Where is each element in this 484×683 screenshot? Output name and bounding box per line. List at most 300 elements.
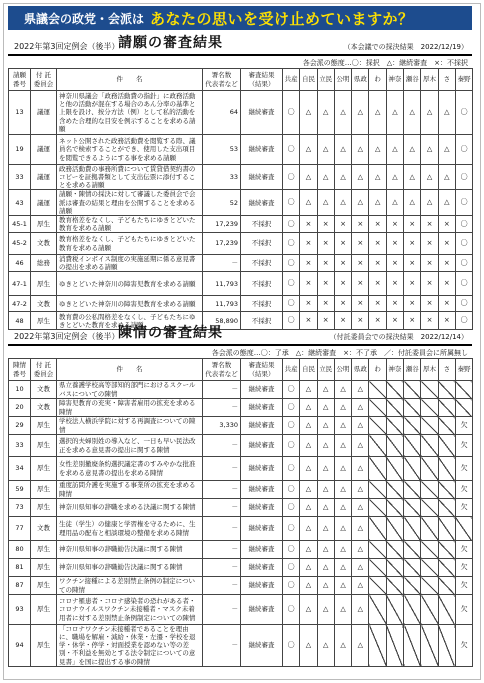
petitions-vote-cell: × <box>438 255 455 272</box>
statements-row-subject: 重度訪問介護を実施する事業所の拡充を求める陳情 <box>57 481 203 499</box>
statements-row-committee: 厚生 <box>31 577 57 595</box>
statements-vote-cell: △ <box>334 499 351 517</box>
statements-row <box>9 381 473 399</box>
statements-row-subject: 生徒（学生）の健康と学習権を守るために、生理用品の配布と相談環境の整備を求める陳情 <box>57 517 203 541</box>
petitions-vote-cell: × <box>352 215 369 232</box>
petitions-row-number: 48 <box>9 312 31 330</box>
statements-title: 陳情の審査結果 <box>118 325 223 341</box>
statements-vote-cell: △ <box>317 625 334 667</box>
statements-row <box>9 541 473 559</box>
statements-row-signatures: － <box>203 595 241 625</box>
petitions-row-subject: ネット公開された政務活動費を閲覧する際、議員名で検索することができ、使用した支出項目を閲覧できるようにする事を求める請願 <box>57 135 203 165</box>
statements-row-result: 継続審査 <box>241 577 283 595</box>
petitions-header-subject: 件 名 <box>57 69 203 91</box>
statements-vote-cell <box>369 481 386 499</box>
statements-row <box>9 481 473 499</box>
statements-vote-cell: △ <box>334 541 351 559</box>
statements-vote-cell <box>438 625 455 667</box>
petitions-party-header: 秦野 <box>455 69 472 91</box>
petitions-row-result: 継続審査 <box>241 91 283 135</box>
statements-vote-cell: △ <box>334 399 351 417</box>
statements-party-header: 自民 <box>300 359 317 381</box>
petitions-vote-cell: 〇 <box>455 165 472 190</box>
petitions-vote-cell: × <box>334 255 351 272</box>
petitions-vote-cell: △ <box>317 135 334 165</box>
petitions-party-header: 自民 <box>300 69 317 91</box>
statements-vote-cell <box>386 517 403 541</box>
statements-vote-cell: 欠 <box>455 457 472 481</box>
statements-vote-cell <box>369 595 386 625</box>
statements-row-signatures: － <box>203 559 241 577</box>
statements-row-committee: 厚生 <box>31 559 57 577</box>
petitions-row-committee: 議運 <box>31 135 57 165</box>
petitions-vote-cell: × <box>317 233 334 255</box>
statements-row-subject: 学校法人横浜学院に対する再調査についての陳情 <box>57 417 203 435</box>
statements-row <box>9 399 473 417</box>
petitions-row-result: 不採択 <box>241 255 283 272</box>
petitions-row-committee: 議運 <box>31 190 57 215</box>
statements-vote-cell <box>404 481 421 499</box>
statements-vote-cell <box>369 517 386 541</box>
petitions-row-result: 不採択 <box>241 296 283 312</box>
statements-vote-cell <box>421 457 438 481</box>
statements-vote-cell <box>438 541 455 559</box>
statements-vote-cell: △ <box>300 577 317 595</box>
statements-row-result: 継続審査 <box>241 417 283 435</box>
statements-vote-cell: △ <box>317 417 334 435</box>
petitions-row-signatures: 64 <box>203 91 241 135</box>
statements-vote-cell: △ <box>352 499 369 517</box>
statements-vote-cell <box>421 577 438 595</box>
statements-row-signatures: － <box>203 457 241 481</box>
statements-vote-cell <box>386 417 403 435</box>
statements-vote-cell: △ <box>334 595 351 625</box>
statements-row-signatures: 3,330 <box>203 417 241 435</box>
statements-vote-cell: 欠 <box>455 499 472 517</box>
petitions-row-result: 不採択 <box>241 312 283 330</box>
statements-vote-cell <box>438 481 455 499</box>
statements-row-signatures: － <box>203 577 241 595</box>
petitions-row-signatures: － <box>203 255 241 272</box>
statements-vote-cell: △ <box>300 499 317 517</box>
statements-vote-cell <box>455 399 472 417</box>
petitions-row-result: 不採択 <box>241 233 283 255</box>
statements-row-number: 73 <box>9 499 31 517</box>
petitions-vote-cell: △ <box>317 91 334 135</box>
petitions-row-subject: 請願・陳情の採決に対して審議した委員会で会派は審査の結果と理由を公開することを求める請願 <box>57 190 203 215</box>
petitions-vote-cell: × <box>300 272 317 296</box>
statements-header-subject: 件 名 <box>57 359 203 381</box>
statements-row-committee: 厚生 <box>31 481 57 499</box>
statements-vote-cell: △ <box>352 559 369 577</box>
petitions-row-committee: 議運 <box>31 91 57 135</box>
statements-party-header: 共産 <box>283 359 300 381</box>
petitions-vote-cell: × <box>334 272 351 296</box>
statements-row-number: 94 <box>9 625 31 667</box>
statements-party-header: 神奈 <box>386 359 403 381</box>
statements-vote-cell: 〇 <box>283 481 300 499</box>
petitions-vote-cell: △ <box>352 91 369 135</box>
statements-row-subject: 県立養護学校高等部知的部門におけるスクールバスについての陳情 <box>57 381 203 399</box>
petitions-vote-cell: × <box>334 233 351 255</box>
banner-headline: あなたの思いを受け止めていますか？ <box>150 9 414 28</box>
statements-row-result: 継続審査 <box>241 457 283 481</box>
statements-vote-cell: 欠 <box>455 435 472 457</box>
statements-basis: （付託委員会での採決結果 2022/12/14） <box>329 333 468 341</box>
petitions-header-no: 請願 番号 <box>9 69 31 91</box>
petitions-row-number: 43 <box>9 190 31 215</box>
statements-row-subject: 神奈川県知事の辞職を求める決議に関する陳情 <box>57 499 203 517</box>
statements-vote-cell <box>438 399 455 417</box>
statements-vote-cell: △ <box>300 417 317 435</box>
statements-vote-cell <box>404 417 421 435</box>
petitions-header-committee: 付 託 委員会 <box>31 69 57 91</box>
statements-vote-cell: △ <box>352 417 369 435</box>
statements-vote-cell: △ <box>300 595 317 625</box>
statements-row-signatures: － <box>203 381 241 399</box>
statements-row-result: 継続審査 <box>241 517 283 541</box>
petitions-vote-cell: 〇 <box>283 215 300 232</box>
petitions-vote-cell: × <box>317 255 334 272</box>
statements-row-committee: 文教 <box>31 517 57 541</box>
statements-vote-cell: △ <box>352 625 369 667</box>
petitions-row-committee: 文教 <box>31 233 57 255</box>
petitions-row-signatures: 11,793 <box>203 272 241 296</box>
petitions-vote-cell: △ <box>386 135 403 165</box>
statements-vote-cell <box>438 499 455 517</box>
petitions-vote-cell: × <box>386 233 403 255</box>
petitions-vote-cell: × <box>300 215 317 232</box>
statements-vote-cell <box>438 595 455 625</box>
statements-vote-cell: △ <box>317 595 334 625</box>
statements-vote-cell <box>369 457 386 481</box>
petitions-vote-cell: 〇 <box>455 135 472 165</box>
petitions-row-signatures: 17,239 <box>203 233 241 255</box>
petitions-vote-cell: △ <box>334 91 351 135</box>
statements-vote-cell: 〇 <box>283 577 300 595</box>
statements-vote-cell <box>438 457 455 481</box>
statements-row-number: 29 <box>9 417 31 435</box>
statements-vote-cell: 〇 <box>283 499 300 517</box>
statements-vote-cell: 欠 <box>455 417 472 435</box>
statements-vote-cell: △ <box>317 381 334 399</box>
petitions-row <box>9 190 473 215</box>
statements-vote-cell: △ <box>334 517 351 541</box>
statements-vote-cell: △ <box>300 625 317 667</box>
petitions-row-subject: 教育格差をなくし、子どもたちにゆきとどいた教育を求める請願 <box>57 215 203 232</box>
petitions-vote-cell: × <box>369 312 386 330</box>
petitions-vote-cell: × <box>421 255 438 272</box>
statements-row-result: 継続審査 <box>241 625 283 667</box>
statements-row-number: 80 <box>9 541 31 559</box>
statements-vote-cell: △ <box>300 399 317 417</box>
header-banner <box>8 6 472 30</box>
statements-vote-cell <box>438 381 455 399</box>
petitions-party-header: 県政 <box>352 69 369 91</box>
petitions-vote-cell: △ <box>421 190 438 215</box>
statements-vote-cell <box>404 595 421 625</box>
statements-vote-cell: 〇 <box>283 541 300 559</box>
statements-row-committee: 厚生 <box>31 435 57 457</box>
statements-row-subject: コロナ罹患者・コロナ感染者の恐れがある者・コロナウイルスワクチン未接種者・マスク未着用者に対する差別禁止条例制定についての陳情 <box>57 595 203 625</box>
statements-row-number: 33 <box>9 435 31 457</box>
statements-row-committee: 厚生 <box>31 595 57 625</box>
statements-vote-cell: △ <box>300 481 317 499</box>
statements-row-signatures: － <box>203 541 241 559</box>
petitions-vote-cell: × <box>421 215 438 232</box>
statements-vote-cell: △ <box>334 559 351 577</box>
petitions-vote-cell: × <box>404 312 421 330</box>
statements-party-header: 瀬谷 <box>404 359 421 381</box>
statements-vote-cell: 欠 <box>455 541 472 559</box>
petitions-vote-cell: △ <box>369 135 386 165</box>
petitions-vote-cell: △ <box>369 165 386 190</box>
statements-vote-cell <box>404 577 421 595</box>
petitions-vote-cell: △ <box>404 91 421 135</box>
statements-vote-cell: △ <box>352 517 369 541</box>
statements-vote-cell: △ <box>352 435 369 457</box>
petitions-vote-cell: 〇 <box>455 233 472 255</box>
statements-vote-cell <box>404 399 421 417</box>
statements-vote-cell <box>438 435 455 457</box>
petitions-vote-cell: △ <box>352 165 369 190</box>
petitions-row-signatures: 58,890 <box>203 312 241 330</box>
statements-party-header: 公明 <box>334 359 351 381</box>
petitions-row-number: 47-1 <box>9 272 31 296</box>
petitions-vote-cell: △ <box>438 91 455 135</box>
petitions-row-subject: ゆきとどいた神奈川の障害児教育を求める請願 <box>57 272 203 296</box>
petitions-vote-cell: △ <box>352 190 369 215</box>
statements-vote-cell: 欠 <box>455 595 472 625</box>
petitions-row-signatures: 53 <box>203 135 241 165</box>
statements-vote-cell <box>369 417 386 435</box>
petitions-row-signatures: 11,793 <box>203 296 241 312</box>
statements-row-number: 10 <box>9 381 31 399</box>
statements-vote-cell: △ <box>334 577 351 595</box>
statements-vote-cell: 欠 <box>455 577 472 595</box>
petitions-row-committee: 文教 <box>31 296 57 312</box>
statements-vote-cell: △ <box>317 517 334 541</box>
statements-vote-cell <box>386 595 403 625</box>
petitions-vote-cell: × <box>334 296 351 312</box>
petitions-party-header: 厚木 <box>421 69 438 91</box>
statements-row-result: 継続審査 <box>241 381 283 399</box>
petitions-vote-cell: △ <box>352 135 369 165</box>
statements-vote-cell <box>421 381 438 399</box>
petitions-vote-cell: △ <box>300 165 317 190</box>
petitions-vote-cell: × <box>438 233 455 255</box>
statements-vote-cell: 〇 <box>283 435 300 457</box>
statements-vote-cell: △ <box>352 381 369 399</box>
statements-vote-cell: △ <box>317 499 334 517</box>
petitions-row-number: 47-2 <box>9 296 31 312</box>
statements-row-result: 継続審査 <box>241 499 283 517</box>
petitions-vote-cell: △ <box>438 190 455 215</box>
petitions-vote-cell: 〇 <box>455 215 472 232</box>
statements-vote-cell: 欠 <box>455 625 472 667</box>
petitions-vote-cell: △ <box>369 91 386 135</box>
petitions-vote-cell: 〇 <box>455 272 472 296</box>
petitions-vote-cell: 〇 <box>455 255 472 272</box>
statements-row-committee: 厚生 <box>31 499 57 517</box>
statements-vote-cell: △ <box>300 435 317 457</box>
statements-vote-cell <box>369 559 386 577</box>
statements-vote-cell <box>404 435 421 457</box>
statements-vote-cell: △ <box>300 559 317 577</box>
statements-vote-cell: △ <box>334 435 351 457</box>
statements-row-subject: 女性差別撤廃条約選択議定書のすみやかな批准を求める意見書の提出を求める陳情 <box>57 457 203 481</box>
statements-vote-cell <box>421 435 438 457</box>
statements-vote-cell: △ <box>317 399 334 417</box>
statements-vote-cell <box>421 481 438 499</box>
petitions-vote-cell: △ <box>386 190 403 215</box>
statements-section-header <box>8 326 472 346</box>
statements-vote-cell <box>386 625 403 667</box>
statements-vote-cell <box>421 625 438 667</box>
statements-vote-cell: △ <box>352 481 369 499</box>
petitions-row <box>9 296 473 312</box>
statements-vote-cell <box>386 435 403 457</box>
petitions-vote-cell: 〇 <box>283 91 300 135</box>
petitions-vote-cell: 〇 <box>283 165 300 190</box>
petitions-header-result: 審査結果 （結果） <box>241 69 283 91</box>
statements-row <box>9 577 473 595</box>
petitions-row-result: 不採択 <box>241 215 283 232</box>
statements-vote-cell <box>386 381 403 399</box>
statements-header-committee: 付 託 委員会 <box>31 359 57 381</box>
petitions-vote-cell: × <box>438 296 455 312</box>
statements-vote-cell: △ <box>334 381 351 399</box>
statements-row-number: 93 <box>9 595 31 625</box>
petitions-vote-cell: △ <box>334 165 351 190</box>
statements-row-committee: 文教 <box>31 399 57 417</box>
statements-vote-cell: 〇 <box>283 381 300 399</box>
statements-party-header: 県政 <box>352 359 369 381</box>
petitions-vote-cell: × <box>317 272 334 296</box>
petitions-row-subject: 神奈川県議会「政務活動費の指針」に政務活動と他の活動が混在する場合のあん分率の基準と上限を設け、按分方法（例）として私的活動を含めた合理的な目安を例示することを求める請願 <box>57 91 203 135</box>
statements-row <box>9 517 473 541</box>
statements-vote-cell: 欠 <box>455 559 472 577</box>
petitions-row <box>9 165 473 190</box>
petitions-party-header: 瀬谷 <box>404 69 421 91</box>
petitions-vote-cell: △ <box>317 165 334 190</box>
petitions-row-number: 13 <box>9 91 31 135</box>
petitions-vote-cell: × <box>334 215 351 232</box>
statements-vote-cell <box>438 577 455 595</box>
statements-row-result: 継続審査 <box>241 541 283 559</box>
petitions-party-header: 立民 <box>317 69 334 91</box>
statements-vote-cell <box>421 417 438 435</box>
statements-party-header: 厚木 <box>421 359 438 381</box>
statements-vote-cell <box>386 399 403 417</box>
petitions-vote-cell: △ <box>334 190 351 215</box>
petitions-vote-cell: × <box>300 233 317 255</box>
statements-row-subject: ワクチン接種による差別禁止条例の制定についての陳情 <box>57 577 203 595</box>
petitions-row <box>9 215 473 232</box>
petitions-vote-cell: △ <box>421 165 438 190</box>
petitions-vote-cell: × <box>317 296 334 312</box>
petitions-vote-cell: △ <box>404 165 421 190</box>
statements-row-result: 継続審査 <box>241 481 283 499</box>
petitions-table <box>8 68 473 330</box>
statements-row-result: 継続審査 <box>241 595 283 625</box>
statements-vote-cell: △ <box>352 541 369 559</box>
statements-row-result: 継続審査 <box>241 435 283 457</box>
petitions-vote-cell: △ <box>438 165 455 190</box>
petitions-basis: （本会議での採決結果 2022/12/19） <box>343 43 468 51</box>
petitions-vote-cell: 〇 <box>283 312 300 330</box>
statements-row <box>9 625 473 667</box>
petitions-row-number: 33 <box>9 165 31 190</box>
petitions-vote-cell: × <box>352 255 369 272</box>
petitions-vote-cell: 〇 <box>455 296 472 312</box>
petitions-vote-cell: × <box>300 312 317 330</box>
statements-row-signatures: － <box>203 625 241 667</box>
petitions-vote-cell: 〇 <box>283 190 300 215</box>
statements-row-signatures: － <box>203 499 241 517</box>
statements-row <box>9 435 473 457</box>
statements-vote-cell: △ <box>352 399 369 417</box>
petitions-row-subject: ゆきとどいた神奈川の障害児教育を求める請願 <box>57 296 203 312</box>
statements-vote-cell: △ <box>334 457 351 481</box>
statements-vote-cell <box>369 541 386 559</box>
statements-vote-cell: △ <box>300 457 317 481</box>
statements-vote-cell <box>404 517 421 541</box>
petitions-row-number: 46 <box>9 255 31 272</box>
statements-row <box>9 559 473 577</box>
petitions-row <box>9 233 473 255</box>
petitions-row-result: 継続審査 <box>241 190 283 215</box>
statements-vote-cell: 〇 <box>283 399 300 417</box>
statements-vote-cell: △ <box>300 517 317 541</box>
statements-vote-cell: △ <box>317 457 334 481</box>
statements-vote-cell: △ <box>352 577 369 595</box>
statements-vote-cell <box>438 559 455 577</box>
statements-vote-cell <box>369 399 386 417</box>
banner-lead-text: 県議会の政党・会派は <box>24 11 145 26</box>
petitions-vote-cell: × <box>404 255 421 272</box>
statements-vote-cell: △ <box>334 417 351 435</box>
petitions-vote-cell: 〇 <box>283 255 300 272</box>
statements-vote-cell: 〇 <box>283 625 300 667</box>
statements-row-number: 20 <box>9 399 31 417</box>
petitions-vote-cell: △ <box>386 91 403 135</box>
petitions-header-signatures: 署名数 代表者など <box>203 69 241 91</box>
petitions-vote-cell: △ <box>300 91 317 135</box>
petitions-vote-cell: 〇 <box>455 312 472 330</box>
petitions-vote-cell: 〇 <box>283 272 300 296</box>
petitions-vote-cell: × <box>300 255 317 272</box>
petitions-vote-cell: × <box>386 255 403 272</box>
petitions-vote-cell: × <box>369 272 386 296</box>
statements-party-header: 立民 <box>317 359 334 381</box>
statements-vote-cell <box>386 481 403 499</box>
petitions-vote-cell: × <box>352 272 369 296</box>
statements-header-signatures: 署名数 代表者など <box>203 359 241 381</box>
petitions-party-header: 神奈 <box>386 69 403 91</box>
statements-vote-cell: △ <box>317 435 334 457</box>
petitions-row-committee: 議運 <box>31 165 57 190</box>
petitions-row <box>9 135 473 165</box>
statements-vote-cell: 〇 <box>283 457 300 481</box>
statements-row-result: 継続審査 <box>241 399 283 417</box>
statements-vote-cell: △ <box>317 559 334 577</box>
statements-vote-cell: △ <box>352 457 369 481</box>
statements-vote-cell <box>404 499 421 517</box>
petitions-vote-cell: × <box>421 296 438 312</box>
petitions-row-result: 継続審査 <box>241 165 283 190</box>
statements-vote-cell: △ <box>334 481 351 499</box>
